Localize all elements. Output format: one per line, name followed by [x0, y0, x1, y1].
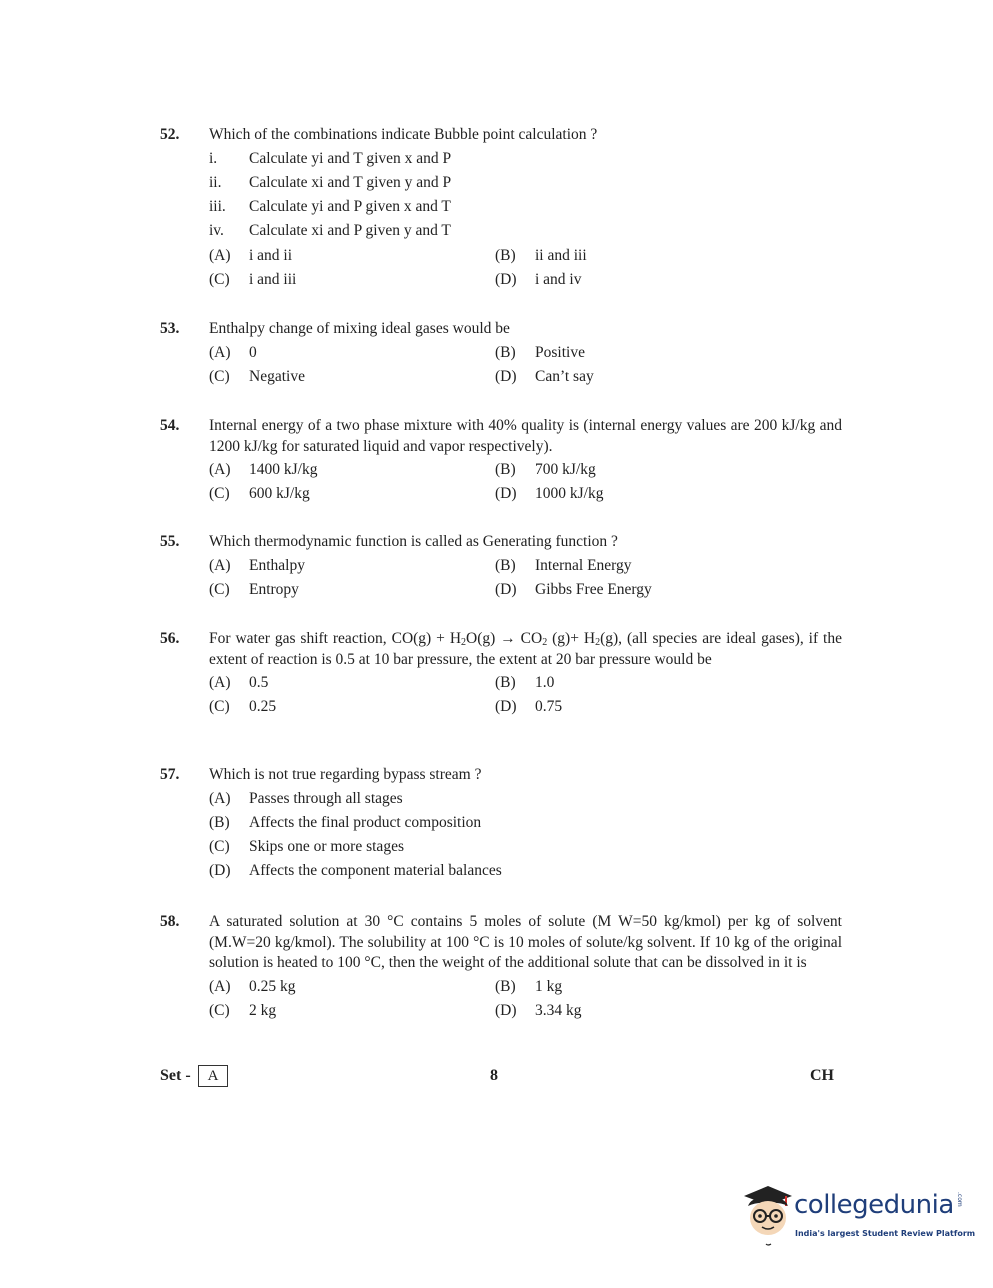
- option-label: (A): [209, 246, 231, 264]
- option-text: 3.34 kg: [535, 1001, 582, 1019]
- option-label: (D): [495, 1001, 517, 1019]
- option-text: Can’t say: [535, 367, 594, 385]
- option-label: (B): [495, 461, 516, 478]
- option-label: (A): [209, 674, 231, 691]
- statement-item: [209, 147, 842, 171]
- option-text: Passes through all stages: [249, 789, 403, 807]
- option-row: [209, 999, 842, 1023]
- option-text: 700 kJ/kg: [535, 461, 596, 478]
- paper-code: CH: [810, 1067, 834, 1084]
- option-label: (C): [209, 838, 230, 856]
- statement-item: [209, 171, 842, 195]
- question-56: [160, 629, 842, 720]
- option-row: [209, 975, 842, 999]
- statement-text: Calculate yi and T given x and P: [249, 149, 452, 167]
- question-text-part: (g)+ H: [547, 630, 596, 647]
- option-text: i and iv: [535, 270, 582, 288]
- question-number: 53.: [160, 320, 180, 337]
- option-text: Gibbs Free Energy: [535, 580, 652, 598]
- statement-text: Calculate xi and P given y and T: [249, 222, 451, 240]
- option-text: Internal Energy: [535, 556, 632, 574]
- question-text-part: O(g) → CO: [466, 630, 543, 647]
- question-text: A saturated solution at 30 °C contains 5 moles of solute (M W=50 kg/kmol) per kg of solvent (M.W=20 kg/kmol). The solubility at 100 °C is 10 moles of solute/kg solvent. If 10 kg of the original solution is heated to 100 °C, then the weight of the additional solute that can be dissolved in it is: [209, 913, 842, 971]
- question-54: [160, 416, 842, 507]
- option-label: (B): [495, 556, 516, 574]
- question-text: Which of the combinations indicate Bubble point calculation ?: [209, 126, 598, 143]
- option-label: (D): [495, 580, 517, 598]
- collegedunia-logo: [738, 1180, 976, 1250]
- option-text: 2 kg: [249, 1001, 277, 1019]
- option-row: [209, 554, 842, 578]
- option-label: (B): [495, 977, 516, 995]
- option-label: (C): [209, 580, 230, 598]
- option-label: (A): [209, 461, 231, 478]
- option-row: [209, 811, 842, 835]
- question-53: [160, 319, 842, 389]
- set-label: Set -: [160, 1067, 191, 1084]
- logo-domain-suffix: .com: [956, 1192, 963, 1207]
- option-label: (D): [495, 698, 517, 716]
- option-label: (D): [495, 367, 517, 385]
- subscript: 2: [461, 637, 467, 648]
- question-text: Enthalpy change of mixing ideal gases would be: [209, 320, 510, 337]
- question-52: [160, 125, 842, 292]
- option-text: Negative: [249, 367, 305, 385]
- statement-label: i.: [209, 149, 218, 167]
- question-number: 52.: [160, 126, 180, 143]
- option-text: Affects the component material balances: [249, 862, 502, 880]
- question-58: [160, 912, 842, 1023]
- option-text: 600 kJ/kg: [249, 485, 310, 503]
- mascot-icon: [738, 1180, 796, 1250]
- statement-label: iv.: [209, 222, 224, 240]
- question-text: Which is not true regarding bypass stream ?: [209, 766, 482, 783]
- option-text: i and ii: [249, 246, 293, 264]
- option-row: [209, 365, 842, 389]
- option-text: Skips one or more stages: [249, 838, 404, 856]
- question-number: 57.: [160, 766, 180, 783]
- statement-item: [209, 195, 842, 219]
- statement-text: Calculate yi and P given x and T: [249, 198, 451, 216]
- question-number: 56.: [160, 630, 180, 647]
- option-row: [209, 341, 842, 365]
- option-text: 0.25: [249, 698, 277, 716]
- subscript: 2: [542, 637, 548, 648]
- option-row: [209, 671, 842, 695]
- question-text: Which thermodynamic function is called as Generating function ?: [209, 533, 618, 550]
- logo-tagline: India's largest Student Review Platform: [795, 1229, 976, 1238]
- option-row: [209, 859, 842, 883]
- statement-label: iii.: [209, 198, 226, 216]
- set-badge: A: [198, 1065, 228, 1087]
- option-row: [209, 268, 842, 292]
- option-label: (C): [209, 485, 230, 503]
- option-row: [209, 458, 842, 482]
- question-text: [209, 629, 842, 670]
- statement-item: [209, 219, 842, 243]
- option-row: [209, 578, 842, 602]
- page-number: 8: [490, 1067, 498, 1084]
- question-number: 54.: [160, 417, 180, 434]
- option-row: [209, 835, 842, 859]
- option-text: 1400 kJ/kg: [249, 461, 318, 478]
- question-text: Internal energy of a two phase mixture with 40% quality is (internal energy values are 200 kJ/kg and 1200 kJ/kg for saturated liquid and vapor respectively).: [209, 417, 842, 455]
- question-number: 55.: [160, 533, 180, 550]
- option-text: 1 kg: [535, 977, 563, 995]
- option-text: Entropy: [249, 580, 299, 598]
- option-text: 0: [249, 343, 257, 361]
- statement-label: ii.: [209, 173, 222, 191]
- option-text: ii and iii: [535, 246, 587, 264]
- option-label: (D): [209, 862, 231, 880]
- option-row: [209, 482, 842, 506]
- option-text: 0.75: [535, 698, 563, 716]
- option-row: [209, 787, 842, 811]
- option-label: (A): [209, 977, 231, 995]
- option-label: (D): [495, 485, 517, 503]
- option-text: 1.0: [535, 674, 555, 691]
- subscript: 2: [595, 637, 601, 648]
- question-57: [160, 765, 842, 884]
- option-label: (A): [209, 556, 231, 574]
- question-number: 58.: [160, 913, 180, 930]
- page-footer: [160, 1066, 842, 1088]
- option-label: (B): [495, 674, 516, 691]
- question-text-part: (g), (all species are ideal gases), if the extent of reaction is 0.5 at 10 bar pressure, the extent at 20 bar pressure would be: [209, 630, 842, 668]
- option-row: [209, 695, 842, 719]
- option-label: (D): [495, 270, 517, 288]
- statement-text: Calculate xi and T given y and P: [249, 173, 452, 191]
- option-label: (B): [209, 813, 230, 831]
- option-label: (B): [495, 246, 516, 264]
- option-text: i and iii: [249, 270, 297, 288]
- option-text: 0.25 kg: [249, 977, 296, 995]
- option-label: (A): [209, 789, 231, 807]
- option-text: 0.5: [249, 674, 269, 691]
- option-label: (C): [209, 270, 230, 288]
- option-text: Affects the final product composition: [249, 813, 482, 831]
- option-label: (C): [209, 1001, 230, 1019]
- option-text: Enthalpy: [249, 556, 305, 574]
- option-label: (C): [209, 367, 230, 385]
- question-text-part: For water gas shift reaction, CO(g) + H: [209, 630, 462, 647]
- logo-wordmark: collegedunia: [794, 1190, 954, 1220]
- option-row: [209, 244, 842, 268]
- option-text: Positive: [535, 343, 585, 361]
- option-label: (C): [209, 698, 230, 716]
- option-label: (B): [495, 343, 516, 361]
- option-text: 1000 kJ/kg: [535, 485, 604, 503]
- option-label: (A): [209, 343, 231, 361]
- question-55: [160, 532, 842, 602]
